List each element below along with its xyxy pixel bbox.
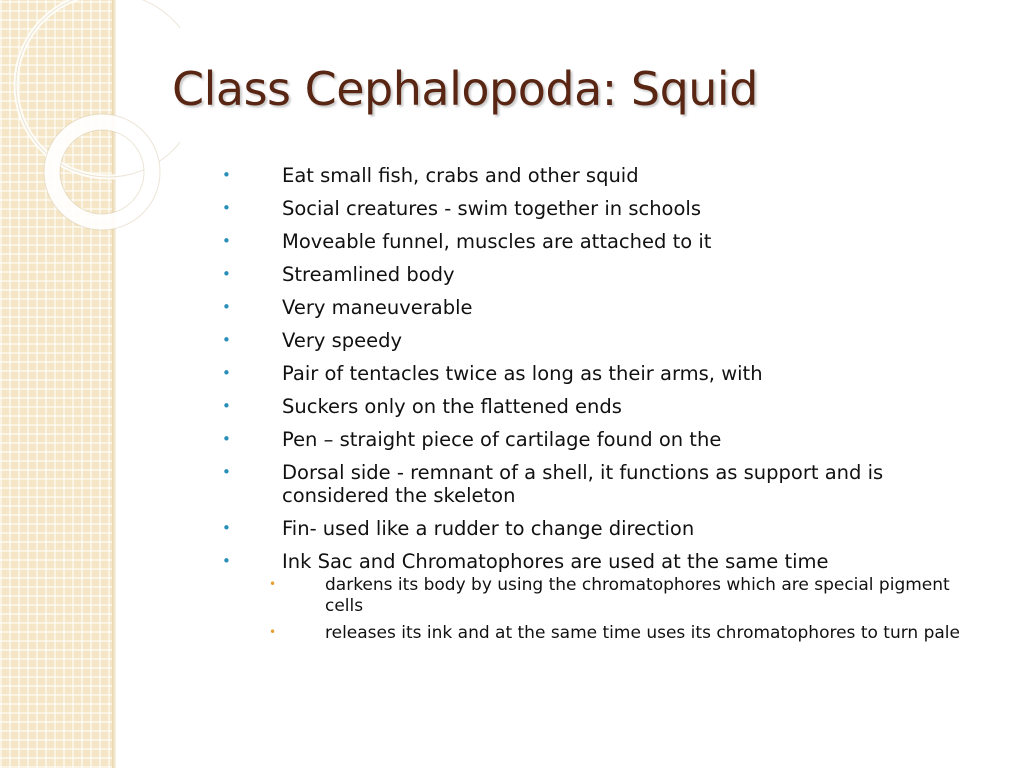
bullet-text: Streamlined body: [282, 263, 455, 286]
bullet-text: Social creatures - swim together in schools: [282, 197, 701, 220]
sub-bullet-item: [261, 575, 988, 617]
bullet-icon: •: [222, 430, 231, 448]
bullet-icon: •: [222, 519, 231, 537]
bullet-text: Very maneuverable: [282, 296, 473, 319]
bullet-icon: •: [222, 552, 231, 570]
sub-bullet-icon: •: [269, 577, 277, 591]
bullet-item: [218, 296, 988, 319]
bullet-text: Dorsal side - remnant of a shell, it functions as support and is considered the skeleton: [282, 461, 884, 507]
bullet-item: [218, 428, 988, 451]
bullet-list: [218, 164, 988, 654]
sub-bullet-text: darkens its body by using the chromatophores which are special pigment cells: [325, 575, 950, 616]
bullet-text: Moveable funnel, muscles are attached to it: [282, 230, 712, 253]
decorative-rings: [0, 0, 180, 260]
bullet-text: Ink Sac and Chromatophores are used at the same time: [282, 550, 829, 573]
sub-bullet-icon: •: [269, 625, 277, 639]
bullet-text: Eat small fish, crabs and other squid: [282, 164, 639, 187]
bullet-icon: •: [222, 397, 231, 415]
bullet-icon: •: [222, 199, 231, 217]
bullet-text: Pen – straight piece of cartilage found on the: [282, 428, 722, 451]
sub-bullet-list: [261, 575, 988, 644]
bullet-item: [218, 164, 988, 187]
bullet-item: [218, 550, 988, 644]
bullet-item: [218, 517, 988, 540]
bullet-text: Pair of tentacles twice as long as their arms, with: [282, 362, 763, 385]
bullet-text: Very speedy: [282, 329, 403, 352]
bullet-item: [218, 197, 988, 220]
sub-bullet-text: releases its ink and at the same time uses its chromatophores to turn pale: [325, 623, 960, 643]
bullet-item: [218, 329, 988, 352]
bullet-icon: •: [222, 166, 231, 184]
slide-title: Class Cephalopoda: Squid: [172, 62, 758, 116]
bullet-item: [218, 461, 988, 507]
bullet-icon: •: [222, 331, 231, 349]
bullet-icon: •: [222, 364, 231, 382]
bullet-icon: •: [222, 463, 231, 481]
bullet-item: [218, 230, 988, 253]
bullet-item: [218, 362, 988, 385]
bullet-text: Fin- used like a rudder to change direction: [282, 517, 695, 540]
sub-bullet-item: [261, 623, 988, 644]
bullet-icon: •: [222, 232, 231, 250]
bullet-icon: •: [222, 298, 231, 316]
bullet-icon: •: [222, 265, 231, 283]
bullet-item: [218, 395, 988, 418]
bullet-text: Suckers only on the flattened ends: [282, 395, 622, 418]
bullet-item: [218, 263, 988, 286]
